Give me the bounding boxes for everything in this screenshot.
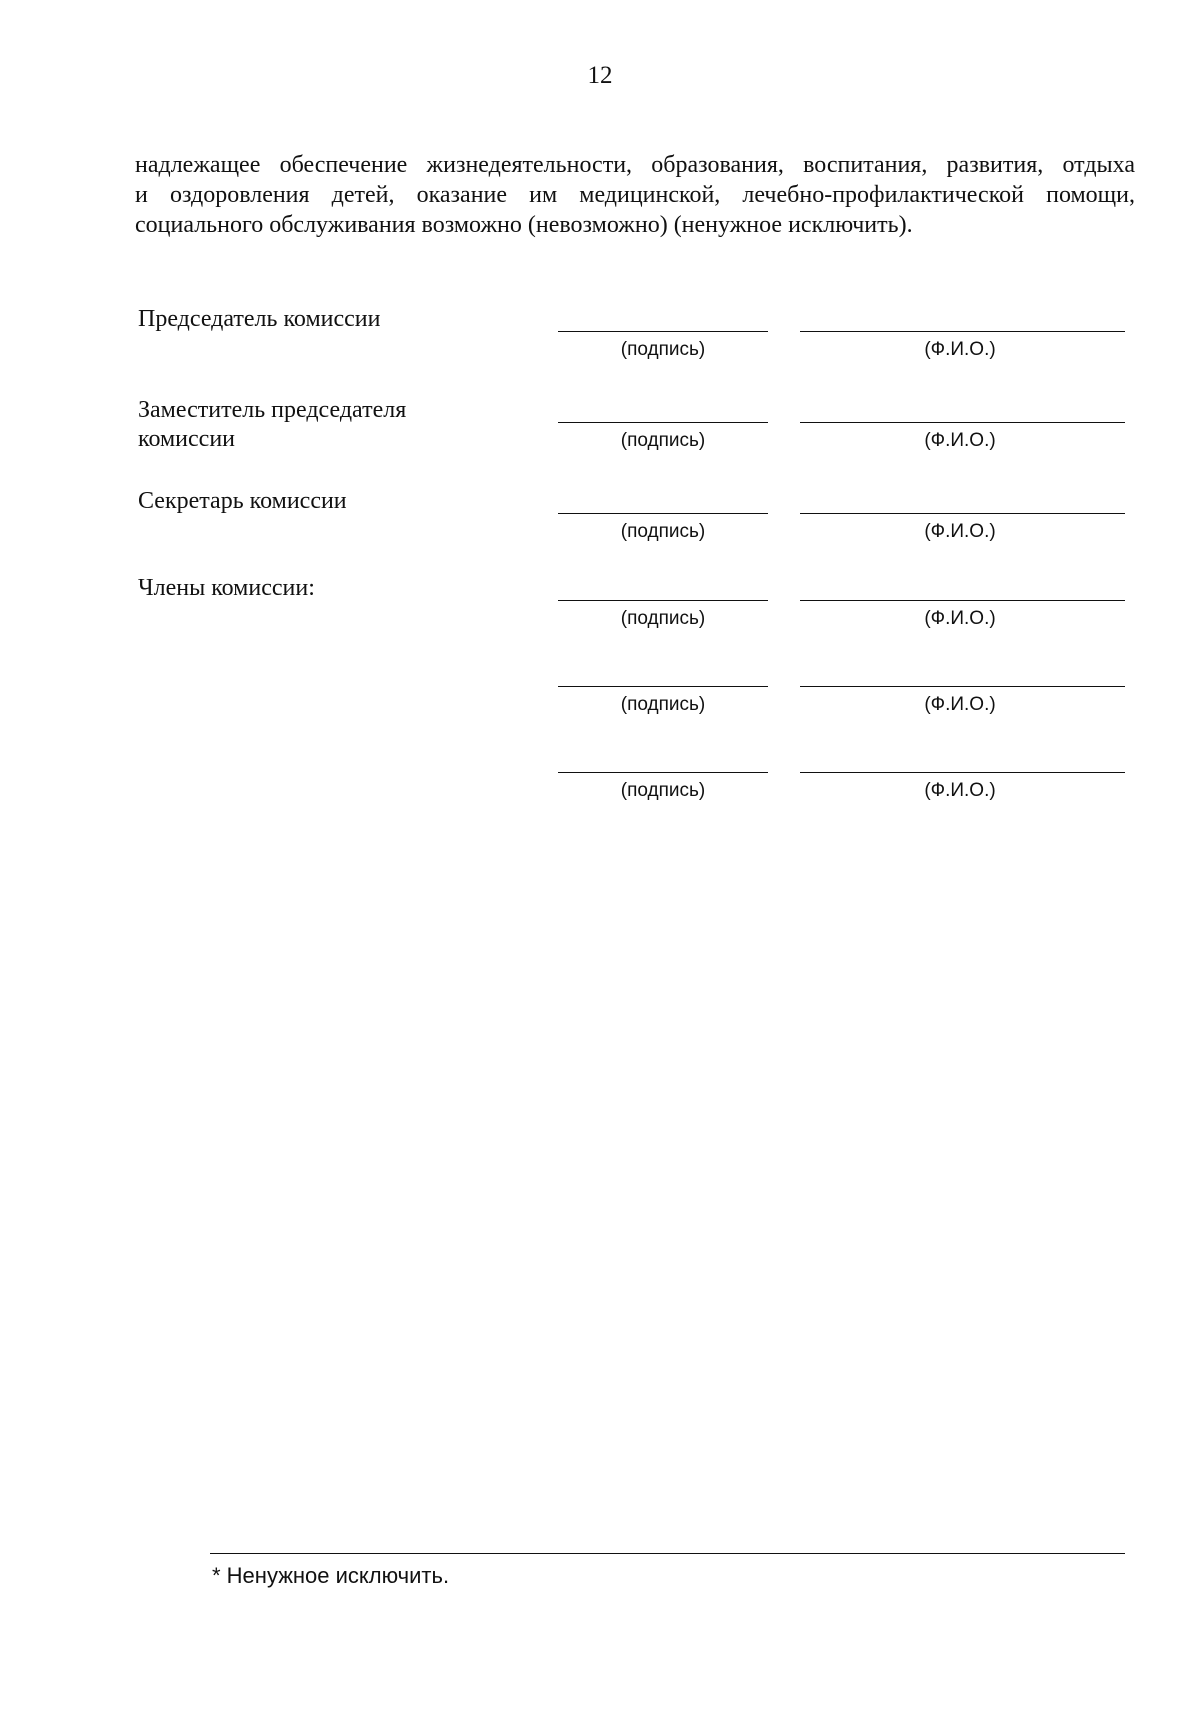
fio-line (800, 422, 1125, 423)
paragraph-line: и оздоровления детей, оказание им медицинской, лечебно-профилактической помощи, (135, 182, 1135, 208)
fio-line (800, 513, 1125, 514)
fio-caption: (Ф.И.О.) (924, 521, 996, 542)
footnote: * Ненужное исключить. (212, 1563, 450, 1588)
signature-row-member-1 (0, 575, 1200, 670)
role-label-chairman: Председатель комиссии (138, 306, 381, 332)
signature-row-chairman (0, 306, 1200, 401)
signature-caption: (подпись) (620, 694, 706, 715)
signature-caption: (подпись) (620, 780, 706, 801)
signature-row-secretary (0, 488, 1200, 583)
role-label-members: Члены комиссии: (138, 575, 315, 601)
role-label-deputy (138, 396, 518, 454)
signature-row-deputy (0, 397, 1200, 492)
signature-line (558, 600, 768, 601)
signature-line (558, 331, 768, 332)
signature-caption: (подпись) (620, 339, 706, 360)
paragraph-line: надлежащее обеспечение жизнедеятельности, образования, воспитания, развития, отдыха (135, 152, 1135, 178)
fio-caption: (Ф.И.О.) (924, 430, 996, 451)
fio-caption: (Ф.И.О.) (924, 780, 996, 801)
signature-caption: (подпись) (620, 430, 706, 451)
signature-line (558, 422, 768, 423)
signature-row-member-2 (0, 686, 1200, 756)
fio-caption: (Ф.И.О.) (924, 339, 996, 360)
role-label-secretary: Секретарь комиссии (138, 488, 347, 514)
signature-line (558, 772, 768, 773)
fio-line (800, 686, 1125, 687)
signature-line (558, 686, 768, 687)
page-number: 12 (587, 62, 613, 89)
body-paragraph (135, 150, 1135, 240)
fio-line (800, 331, 1125, 332)
role-label-deputy-line1: Заместитель председателя (138, 397, 407, 423)
signature-caption: (подпись) (620, 521, 706, 542)
fio-line (800, 600, 1125, 601)
paragraph-line: социального обслуживания возможно (невозможно) (ненужное исключить). (135, 212, 913, 238)
footnote-divider (210, 1553, 1125, 1554)
role-label-deputy-line2: комиссии (138, 426, 236, 452)
fio-line (800, 772, 1125, 773)
signature-line (558, 513, 768, 514)
signature-row-member-3 (0, 772, 1200, 842)
signature-caption: (подпись) (620, 608, 706, 629)
fio-caption: (Ф.И.О.) (924, 694, 996, 715)
fio-caption: (Ф.И.О.) (924, 608, 996, 629)
